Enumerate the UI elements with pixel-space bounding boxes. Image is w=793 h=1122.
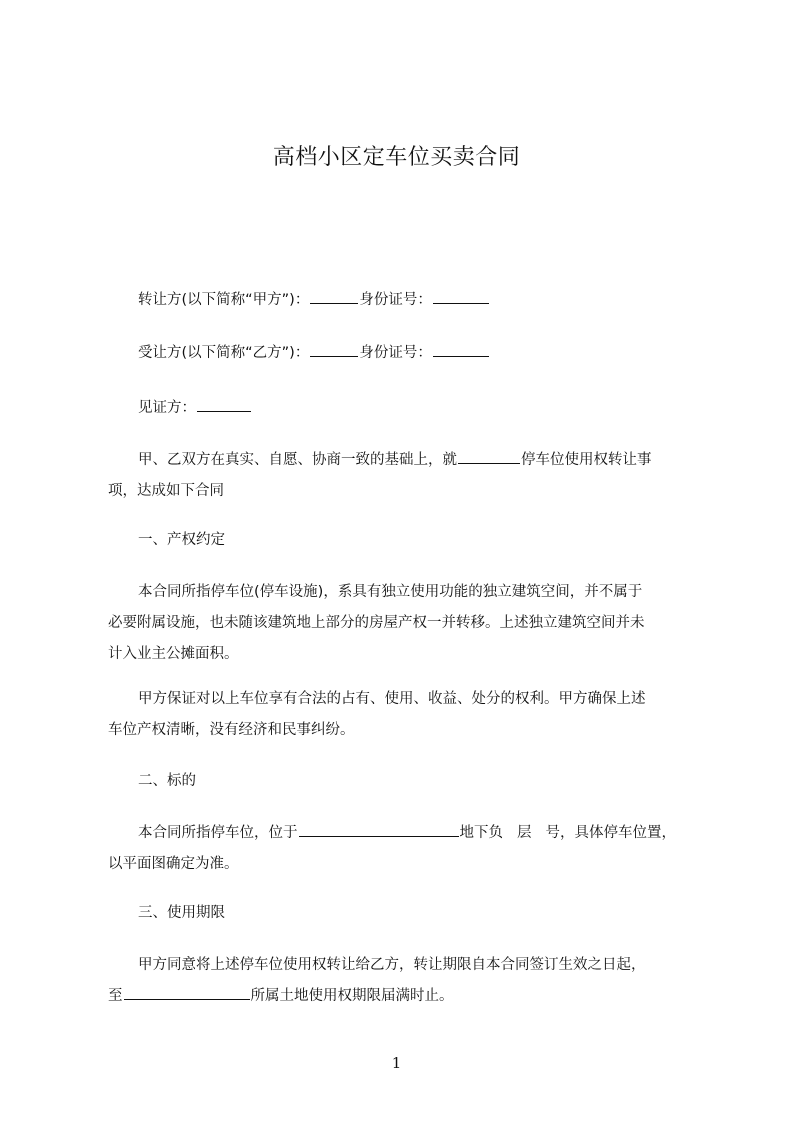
section-3-paragraph: 甲方同意将上述停车位使用权转让给乙方，转让期限自本合同签订生效之日起， 至 所属土地使用权期限届满时止。	[108, 950, 708, 1012]
transferee-id-blank	[433, 340, 489, 357]
page-title: 高档小区定车位买卖合同	[272, 145, 521, 170]
intro-line-2: 项，达成如下合同	[108, 483, 224, 499]
transferor-label: 转让方(以下简称“甲方”)：	[138, 292, 310, 308]
section-1-paragraph-2: 甲方保证对以上车位享有合法的占有、使用、收益、处分的权利。甲方确保上述 车位产权清晰，没有经济和民事纠纷。	[108, 691, 646, 738]
intro-paragraph	[108, 445, 708, 507]
section-1-paragraph-1: 本合同所指停车位(停车设施)，系具有独立使用功能的独立建筑空间，并不属于 必要附属设施，也未随该建筑地上部分的房屋产权一并转移。上述独立建筑空间并未 计入业主公摊面积。	[108, 584, 645, 662]
section-3-heading: 三、使用期限	[138, 905, 225, 921]
section-2-heading: 二、标的	[138, 773, 196, 789]
section-2-paragraph	[108, 818, 708, 880]
section-3-line-2: 至 所属土地使用权期限届满时止。	[108, 981, 708, 1012]
section-2-line-1: 本合同所指停车位，位于 地下负 层 号，具体停车位置，	[108, 818, 708, 849]
transferee-line	[108, 338, 738, 369]
parking-space-blank	[458, 447, 520, 464]
witness-blank	[197, 395, 251, 412]
intro-line-1: 甲、乙双方在真实、自愿、协商一致的基础上，就 停车位使用权转让事	[108, 445, 708, 476]
witness-label: 见证方：	[138, 400, 196, 416]
location-blank	[299, 820, 459, 837]
page-number: 1	[391, 1054, 402, 1072]
end-date-blank	[124, 983, 250, 1000]
transferor-name-blank	[310, 287, 358, 304]
transferee-label: 受让方(以下简称“乙方”)：	[138, 345, 310, 361]
transferee-name-blank	[310, 340, 358, 357]
transferor-id-blank	[433, 287, 489, 304]
transferee-id-label: 身份证号：	[359, 345, 432, 361]
section-2-line-2: 以平面图确定为准。	[108, 856, 239, 872]
transferor-id-label: 身份证号：	[359, 292, 432, 308]
transferor-line	[108, 285, 738, 316]
witness-line	[108, 393, 738, 424]
section-1-heading: 一、产权约定	[138, 532, 225, 548]
